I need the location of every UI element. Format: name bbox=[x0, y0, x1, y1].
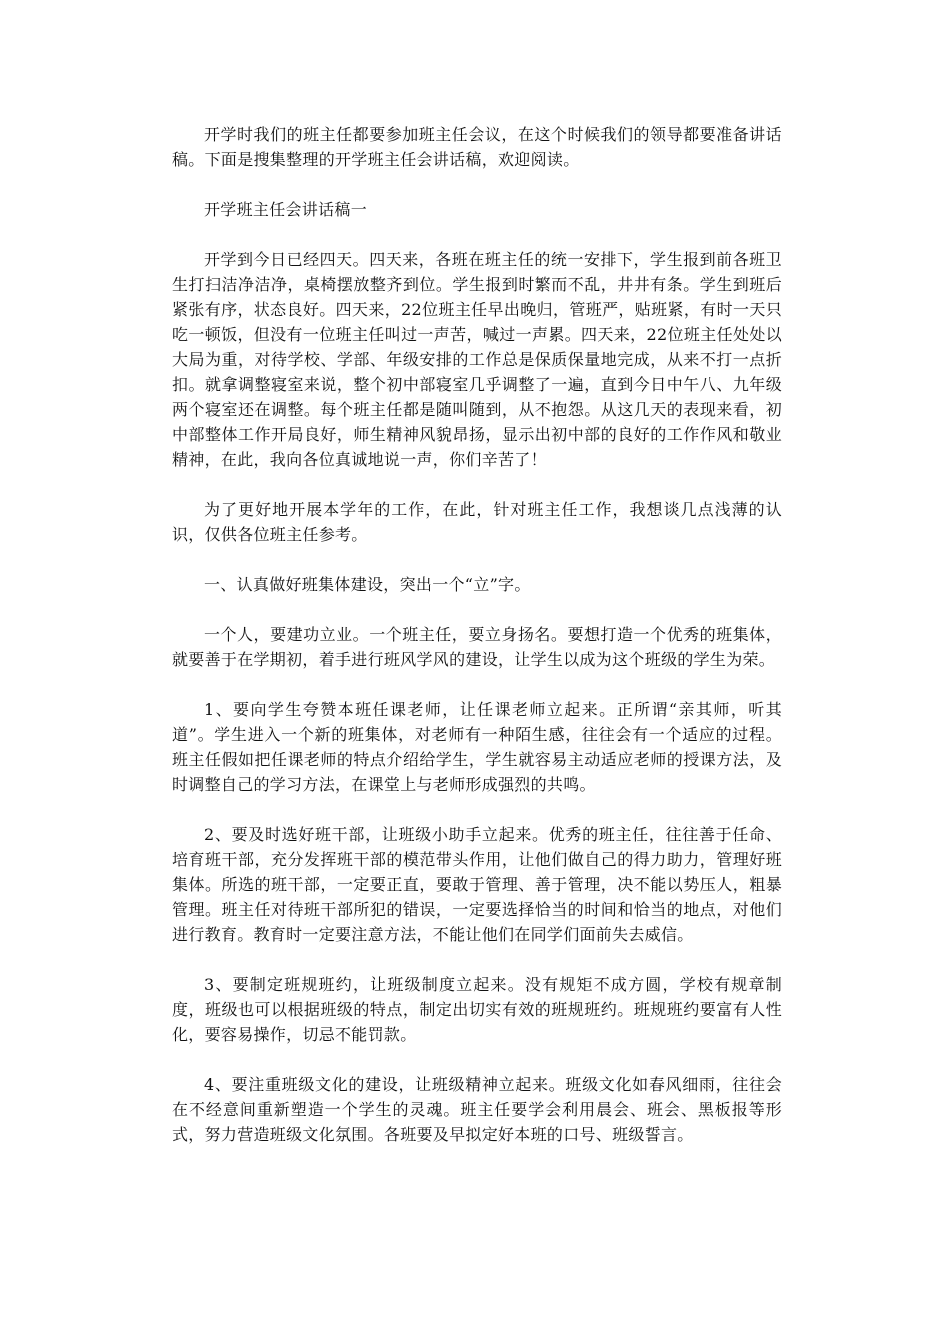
paragraph: 为了更好地开展本学年的工作，在此，针对班主任工作，我想谈几点浅薄的认识，仅供各位班主任参考。 bbox=[172, 500, 782, 544]
section-paragraph: 3、要制定班规班约，让班级制度立起来。没有规矩不成方圆，学校有规章制度，班级也可以根据班级的特点，制定出切实有效的班规班约。班规班约要富有人性化，要容易操作，切忌不能罚款。 bbox=[172, 975, 782, 1044]
intro-paragraph: 开学时我们的班主任都要参加班主任会议，在这个时候我们的领导都要准备讲话稿。下面是搜集整理的开学班主任会讲话稿，欢迎阅读。 bbox=[172, 125, 782, 169]
section-paragraph: 2、要及时选好班干部，让班级小助手立起来。优秀的班主任，往往善于任命、培育班干部，充分发挥班干部的模范带头作用，让他们做自己的得力助力，管理好班集体。所选的班干部，一定要正直，要敢于管理、善于管理，决不能以势压人，粗暴管理。班主任对待班干部所犯的错误，一定要选择恰当的时间和恰当的地点，对他们进行教育。教育时一定要注意方法，不能让他们在同学们面前失去威信。 bbox=[172, 825, 782, 944]
document-title: 开学班主任会讲话稿一 bbox=[204, 200, 368, 219]
document-body bbox=[172, 122, 782, 1172]
section-paragraph: 一个人，要建功立业。一个班主任，要立身扬名。要想打造一个优秀的班集体，就要善于在学期初，着手进行班风学风的建设，让学生以成为这个班级的学生为荣。 bbox=[172, 625, 782, 669]
section-heading: 一、认真做好班集体建设，突出一个“立”字。 bbox=[204, 575, 531, 594]
paragraph: 开学到今日已经四天。四天来，各班在班主任的统一安排下，学生报到前各班卫生打扫洁净洁净，桌椅摆放整齐到位。学生报到时繁而不乱，井井有条。学生到班后紧张有序，状态良好。四天来，22位班主任早出晚归，管班严，贴班紧，有时一天只吃一顿饭，但没有一位班主任叫过一声苦，喊过一声累。四天来，22位班主任处处以大局为重，对待学校、学部、年级安排的工作总是保质保量地完成，从来不打一点折扣。就拿调整寝室来说，整个初中部寝室几乎调整了一遍，直到今日中午八、九年级两个寝室还在调整。每个班主任都是随叫随到，从不抱怨。从这几天的表现来看，初中部整体工作开局良好，师生精神风貌昂扬，显示出初中部的良好的工作作风和敬业精神，在此，我向各位真诚地说一声，你们辛苦了！ bbox=[172, 250, 782, 469]
section-paragraph: 1、要向学生夸赞本班任课老师，让任课老师立起来。正所谓“亲其师，听其道”。学生进入一个新的班集体，对老师有一种陌生感，往往会有一个适应的过程。班主任假如把任课老师的特点介绍给学生，学生就容易主动适应老师的授课方法，及时调整自己的学习方法，在课堂上与老师形成强烈的共鸣。 bbox=[172, 700, 782, 794]
section-paragraph: 4、要注重班级文化的建设，让班级精神立起来。班级文化如春风细雨，往往会在不经意间重新塑造一个学生的灵魂。班主任要学会利用晨会、班会、黑板报等形式，努力营造班级文化氛围。各班要及早拟定好本班的口号、班级誓言。 bbox=[172, 1075, 782, 1144]
